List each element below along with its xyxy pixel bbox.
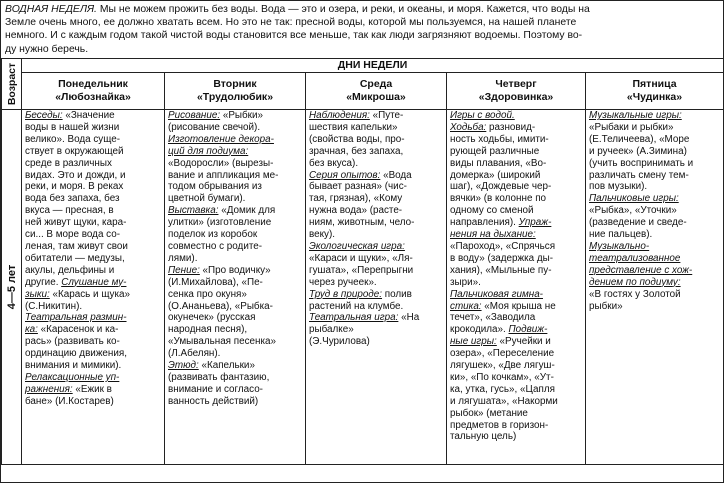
age-cell: [2, 110, 22, 465]
activity-heading: Слушание му-: [61, 276, 127, 288]
cell-line: [168, 253, 302, 265]
intro-line: Земле очень много, ее должно хватать всем. Но это не так: пресной воды, которой мы пользуемся, на нашей планете: [5, 17, 577, 29]
activity-heading: Музыкальные игры:: [589, 110, 682, 121]
activity-text: тальную цель): [450, 431, 517, 443]
cell-line: [168, 193, 302, 205]
cell-line: [25, 360, 161, 372]
activity-text: внимания и мимики).: [25, 360, 122, 372]
cell-line: [450, 265, 582, 277]
activity-heading: Подвиж-: [508, 324, 548, 336]
cell-line: [309, 170, 443, 182]
activity-heading: ражнения:: [25, 383, 73, 395]
activity-heading: Изготовление декора-: [168, 133, 274, 145]
cell-line: [25, 312, 161, 324]
cell-line: [450, 289, 582, 301]
activity-heading: Труд в природе:: [309, 288, 383, 300]
cell-line: [25, 289, 161, 301]
activity-text: течет», «Заводила: [450, 312, 536, 324]
age-header-cell: [2, 59, 22, 110]
activity-heading: ные игры:: [450, 336, 497, 348]
week-plan-table: [1, 58, 724, 465]
cell-line: [25, 396, 161, 408]
activity-text: «В гостях у Золотой: [589, 288, 681, 300]
day-name: Четверг: [495, 78, 537, 90]
cell-line: [309, 265, 443, 277]
cell-line: [25, 170, 161, 182]
cell-line: [168, 146, 302, 158]
activity-text: ней живут щуки, кара-: [25, 217, 127, 229]
cell-line: [25, 265, 161, 277]
activity-text: и ручеек» (А.Зимина): [589, 145, 687, 157]
activity-heading: нения на дыхание:: [450, 229, 536, 241]
day-name: Вторник: [213, 78, 257, 90]
cell-line: [25, 277, 161, 289]
cell-line: [450, 384, 582, 396]
activity-text: «Вода: [380, 169, 412, 181]
activity-text: «Моя крыша не: [481, 300, 556, 312]
activity-text: ность ходьбы, имити-: [450, 133, 549, 145]
activity-heading: Музыкально-: [589, 240, 650, 252]
day-theme: «Чудинка»: [626, 91, 683, 103]
activity-text: шаг), «Дождевые чер-: [450, 181, 552, 193]
cell-line: [309, 336, 443, 348]
intro-line: Мы не можем прожить без воды. Вода — это и озера, и реки, и океаны, и моря. Кажется, что воды на: [96, 4, 590, 15]
cell-line: [168, 181, 302, 193]
cell-line: [450, 193, 582, 205]
cell-line: [450, 420, 582, 432]
friday-activities: [586, 110, 724, 465]
cell-line: [450, 146, 582, 158]
activity-text: домерка» (широкий: [450, 169, 541, 181]
cell-line: [168, 384, 302, 396]
cell-line: [589, 301, 720, 313]
activity-text: одному со сменой: [450, 205, 534, 217]
cell-line: [309, 205, 443, 217]
intro-paragraph: [5, 3, 719, 56]
cell-line: [450, 122, 582, 134]
activity-text: предметов в горизон-: [450, 419, 549, 431]
activity-text: рыбки»: [589, 300, 623, 312]
activity-text: виды плавания, «Во-: [450, 157, 547, 169]
activity-text: «Карась и щука»: [49, 288, 131, 300]
cell-line: [168, 205, 302, 217]
day-name: Среда: [359, 78, 393, 90]
cell-line: [309, 193, 443, 205]
day-theme: «Трудолюбик»: [196, 91, 274, 103]
activity-text: лями).: [168, 252, 198, 264]
activity-text: ординацию движения,: [25, 348, 127, 360]
activity-text: «Значение: [62, 110, 115, 121]
activity-text: видах. Это и дожди, и: [25, 169, 126, 181]
header-row-days: [2, 73, 724, 110]
activity-text: совместно с родите-: [168, 240, 263, 252]
activity-text: тодом обрывания из: [168, 181, 262, 193]
activity-text: хания), «Мыльные пу-: [450, 264, 552, 276]
cell-line: [25, 181, 161, 193]
activity-text: вода без запаха, без: [25, 193, 120, 205]
cell-line: [589, 241, 720, 253]
cell-line: [450, 277, 582, 289]
day-theme: «Здоровинка»: [478, 91, 554, 103]
cell-line: [589, 158, 720, 170]
cell-line: [450, 324, 582, 336]
cell-line: [589, 229, 720, 241]
activity-text: гушата», «Перепрыгни: [309, 264, 414, 276]
activity-text: рыбок» (метание: [450, 407, 528, 419]
cell-line: [309, 324, 443, 336]
activity-heading: дением по подиуму:: [589, 276, 681, 288]
activity-text: леная, там живут свои: [25, 240, 128, 252]
cell-line: [25, 193, 161, 205]
day-theme: «Любознайка»: [55, 91, 131, 103]
activity-text: (учить воспринимать и: [589, 157, 694, 169]
cell-line: [25, 301, 161, 313]
activity-text: шествия капельки»: [309, 121, 398, 133]
activity-heading: Игры с водой.: [450, 110, 515, 121]
activity-text: вание и аппликация ме-: [168, 169, 279, 181]
cell-line: [450, 396, 582, 408]
cell-line: [589, 193, 720, 205]
cell-line: [589, 146, 720, 158]
day-header-friday: [586, 73, 724, 110]
activity-text: «Домик для: [218, 205, 276, 217]
cell-line: [25, 229, 161, 241]
cell-line: [25, 348, 161, 360]
activity-text: нужна вода» (расте-: [309, 205, 403, 217]
activity-text: в воду» (задержка ды-: [450, 252, 554, 264]
cell-line: [309, 253, 443, 265]
activity-text: ка, утка, гусь», «Цапля: [450, 383, 555, 395]
cell-line: [25, 158, 161, 170]
activity-text: «На: [398, 312, 420, 324]
cell-line: [25, 205, 161, 217]
activity-heading: зыки:: [25, 288, 50, 300]
activity-text: зыри».: [450, 276, 481, 288]
cell-line: [168, 301, 302, 313]
activity-text: растений на клумбе.: [309, 300, 404, 312]
activity-text: «Рыбки»: [220, 110, 264, 121]
cell-line: [589, 277, 720, 289]
cell-line: [168, 360, 302, 372]
cell-line: [25, 372, 161, 384]
cell-line: [168, 110, 302, 122]
cell-line: [168, 265, 302, 277]
activity-heading: Беседы:: [25, 110, 63, 121]
activity-heading: Серия опытов:: [309, 169, 381, 181]
cell-line: [589, 253, 720, 265]
day-theme: «Микроша»: [346, 91, 406, 103]
cell-line: [450, 360, 582, 372]
activity-text: другие.: [25, 276, 62, 288]
cell-line: [25, 241, 161, 253]
activity-text: акулы, дельфины и: [25, 264, 115, 276]
cell-line: [450, 170, 582, 182]
activity-text: реки, и моря. В реках: [25, 181, 124, 193]
activity-text: рась» (развивать ко-: [25, 336, 120, 348]
activity-heading: Экологическая игра:: [309, 240, 405, 252]
cell-line: [309, 217, 443, 229]
activity-text: «Про водичку»: [199, 264, 271, 276]
cell-line: [25, 110, 161, 122]
activity-heading: Релаксационные уп-: [25, 371, 120, 383]
day-header-tuesday: [165, 73, 306, 110]
cell-line: [168, 170, 302, 182]
cell-line: [589, 122, 720, 134]
cell-line: [309, 301, 443, 313]
cell-line: [168, 348, 302, 360]
activity-text: си... В море вода со-: [25, 229, 121, 241]
activity-text: «Рыбаки и рыбки»: [589, 121, 674, 133]
activity-text: обитатели — медузы,: [25, 252, 125, 264]
activity-text: через ручеек».: [309, 276, 377, 288]
activity-text: улитки» (изготовление: [168, 217, 272, 229]
cell-line: [450, 348, 582, 360]
cell-line: [309, 146, 443, 158]
cell-line: [589, 170, 720, 182]
cell-line: [168, 122, 302, 134]
intro-line: ду нужно беречь.: [5, 43, 89, 55]
activity-text: вкуса — пресная, в: [25, 205, 114, 217]
activity-heading: Выставка:: [168, 205, 219, 217]
cell-line: [589, 134, 720, 146]
cell-line: [168, 312, 302, 324]
activity-text: крокодила».: [450, 324, 509, 336]
cell-line: [450, 372, 582, 384]
cell-line: [25, 146, 161, 158]
activity-text: веку).: [309, 229, 336, 241]
activity-text: (Э.Чурилова): [309, 336, 370, 348]
activity-text: ванность действий): [168, 395, 259, 407]
activity-text: «Караси и щуки», «Ля-: [309, 252, 413, 264]
activity-heading: ций для подиума:: [168, 145, 249, 157]
activity-heading: театрализованное: [589, 252, 681, 264]
activity-text: цветной бумаги).: [168, 193, 246, 205]
activity-text: разновид-: [486, 121, 536, 133]
activity-text: и лягушата», «Накорми: [450, 395, 558, 407]
cell-line: [168, 324, 302, 336]
activity-text: рующей различные: [450, 145, 540, 157]
cell-line: [450, 431, 582, 443]
day-header-thursday: [447, 73, 586, 110]
activity-text: (О.Ананьева), «Рыбка-: [168, 300, 273, 312]
activity-text: ние пальцев).: [589, 229, 653, 241]
age-header: Возраст: [5, 62, 18, 106]
activity-heading: Пальчиковые игры:: [589, 193, 679, 205]
activity-heading: Театральная игра:: [309, 312, 399, 324]
activity-text: «Карасенок и ка-: [37, 324, 119, 336]
activity-text: бане» (И.Костарев): [25, 395, 114, 407]
cell-line: [450, 205, 582, 217]
activity-text: «Пароход», «Спрячься: [450, 240, 556, 252]
cell-line: [25, 122, 161, 134]
cell-line: [168, 229, 302, 241]
cell-line: [309, 229, 443, 241]
cell-line: [25, 217, 161, 229]
activity-text: ниям, животным, чело-: [309, 217, 415, 229]
cell-line: [168, 396, 302, 408]
cell-line: [309, 289, 443, 301]
wednesday-activities: [306, 110, 447, 465]
header-row-top: [2, 59, 724, 73]
cell-line: [589, 289, 720, 301]
activity-text: (Е.Теличеева), «Море: [589, 133, 690, 145]
cell-line: [25, 336, 161, 348]
cell-line: [589, 181, 720, 193]
activity-heading: представление с хож-: [589, 264, 693, 276]
day-header-wednesday: [306, 73, 447, 110]
cell-line: [450, 134, 582, 146]
cell-line: [309, 312, 443, 324]
cell-line: [450, 217, 582, 229]
activity-text: лягушек», «Две лягуш-: [450, 360, 555, 372]
cell-line: [168, 372, 302, 384]
activity-heading: Этюд:: [168, 360, 199, 372]
activity-text: воды в нашей жизни: [25, 121, 120, 133]
cell-line: [450, 301, 582, 313]
cell-line: [168, 289, 302, 301]
activity-heading: Пальчиковая гимна-: [450, 288, 543, 300]
activity-heading: Ходьба:: [450, 121, 487, 133]
activity-text: (И.Михайлова), «Пе-: [168, 276, 263, 288]
monday-activities: [22, 110, 165, 465]
activity-text: велико». Вода суще-: [25, 133, 121, 145]
activity-text: пов музыки).: [589, 181, 648, 193]
cell-line: [309, 277, 443, 289]
activity-text: народная песня),: [168, 324, 248, 336]
cell-line: [168, 217, 302, 229]
cell-line: [589, 205, 720, 217]
activity-text: (Л.Абелян).: [168, 348, 221, 360]
activity-text: «Капельки»: [198, 360, 255, 372]
activity-text: «Ручейки и: [496, 336, 551, 348]
activity-text: (рисование свечой).: [168, 121, 261, 133]
activity-heading: стика:: [450, 300, 482, 312]
activity-heading: Рисование:: [168, 110, 221, 121]
activity-text: различать смену тем-: [589, 169, 689, 181]
activity-text: внимание и согласо-: [168, 383, 263, 395]
cell-line: [450, 408, 582, 420]
cell-line: [25, 384, 161, 396]
activity-text: «Рыбка», «Уточки»: [589, 205, 677, 217]
cell-line: [309, 122, 443, 134]
cell-line: [168, 241, 302, 253]
cell-line: [168, 158, 302, 170]
intro-line: немного. И с каждым годом такой чистой воды становится все меньше, так как люди загрязняют водоемы. Поэтому во-: [5, 30, 583, 42]
cell-line: [25, 324, 161, 336]
activity-text: без вкуса).: [309, 157, 359, 169]
activity-heading: Наблюдения:: [309, 110, 370, 121]
activity-text: поделок из коробок: [168, 229, 258, 241]
activity-text: (развивать фантазию,: [168, 371, 270, 383]
activity-text: вячки» (в колонне по: [450, 193, 547, 205]
cell-line: [450, 241, 582, 253]
cell-line: [309, 110, 443, 122]
tuesday-activities: [165, 110, 306, 465]
day-header-monday: [22, 73, 165, 110]
activity-text: озера», «Переселение: [450, 348, 555, 360]
activity-text: «Ежик в: [72, 383, 112, 395]
activity-heading: Театральная размин-: [25, 312, 127, 324]
activity-text: рыбалке»: [309, 324, 354, 336]
cell-line: [309, 181, 443, 193]
activity-text: направления).: [450, 217, 519, 229]
activity-text: зрачная, без запаха,: [309, 145, 404, 157]
week-title: ВОДНАЯ НЕДЕЛЯ.: [5, 4, 97, 15]
cell-line: [589, 110, 720, 122]
activity-text: среде в различных: [25, 157, 112, 169]
cell-line: [25, 253, 161, 265]
cell-line: [450, 229, 582, 241]
activity-text: бывает разная» (чис-: [309, 181, 407, 193]
activity-heading: Упраж-: [518, 217, 552, 229]
cell-line: [309, 134, 443, 146]
cell-line: [168, 134, 302, 146]
activity-text: ки», «По кочкам», «Ут-: [450, 371, 554, 383]
cell-line: [25, 134, 161, 146]
activity-row: [2, 110, 724, 465]
thursday-activities: [447, 110, 586, 465]
cell-line: [450, 253, 582, 265]
cell-line: [309, 158, 443, 170]
activity-heading: Пение:: [168, 264, 200, 276]
age-value: 4—5 лет: [5, 264, 18, 310]
cell-line: [168, 277, 302, 289]
activity-text: ствует в окружающей: [25, 145, 124, 157]
cell-line: [450, 336, 582, 348]
activity-text: «Умывальная песенка»: [168, 336, 277, 348]
cell-line: [309, 241, 443, 253]
day-name: Пятница: [632, 78, 677, 90]
activity-text: «Путе-: [369, 110, 404, 121]
activity-text: тая, грязная), «Кому: [309, 193, 403, 205]
activity-text: полив: [382, 288, 412, 300]
activity-text: окунечек» (русская: [168, 312, 256, 324]
days-header: ДНИ НЕДЕЛИ: [22, 59, 724, 73]
day-name: Понедельник: [58, 78, 128, 90]
cell-line: [168, 336, 302, 348]
activity-text: (С.Никитин).: [25, 300, 83, 312]
cell-line: [450, 181, 582, 193]
cell-line: [450, 110, 582, 122]
activity-text: (свойства воды, про-: [309, 133, 405, 145]
activity-text: (разведение и сведе-: [589, 217, 687, 229]
cell-line: [450, 312, 582, 324]
activity-text: «Водоросли» (вырезы-: [168, 157, 274, 169]
cell-line: [589, 265, 720, 277]
cell-line: [450, 158, 582, 170]
cell-line: [589, 217, 720, 229]
activity-text: сенка про окуня»: [168, 288, 247, 300]
activity-heading: ка:: [25, 324, 38, 336]
